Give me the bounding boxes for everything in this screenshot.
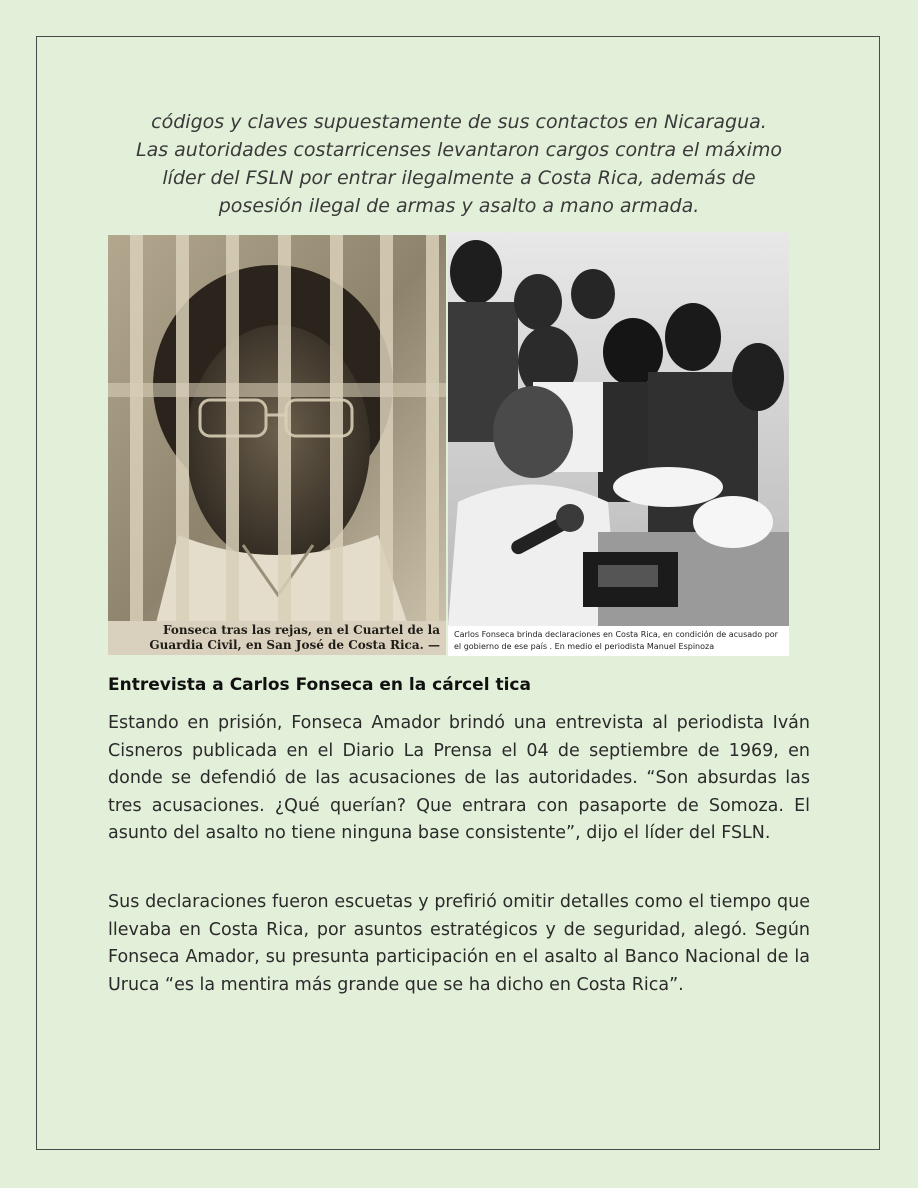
intro-caption-line: códigos y claves supuestamente de sus contactos en Nicaragua. [151,111,767,133]
intro-caption-line: Las autoridades costarricenses levantaron cargos contra el máximo [136,139,782,161]
photo-press-conference [448,232,789,656]
intro-caption [100,108,818,220]
body-paragraph: Estando en prisión, Fonseca Amador brindó una entrevista al periodista Iván Cisneros publicada en el Diario La Prensa el 04 de septiembre de 1969, en donde se defendió de las acusaciones de las autoridades. “Son absurdas las tres acusaciones. ¿Qué querían? Que entrara con pasaporte de Somoza. El asunto del asalto no tiene ninguna base consistente”, dijo el líder del FSLN. [108,713,810,843]
jail-photo-illustration [108,235,446,655]
intro-caption-line: posesión ilegal de armas y asalto a mano armada. [218,195,700,217]
section-heading: Entrevista a Carlos Fonseca en la cárcel tica [108,675,531,695]
press-photo-illustration [448,232,789,626]
photo-fonseca-behind-bars [108,235,446,655]
photo-caption: Fonseca tras las rejas, en el Cuartel de la Guardia Civil, en San José de Costa Rica. — [108,621,446,655]
photo-caption: Carlos Fonseca brinda declaraciones en Costa Rica, en condición de acusado por el gobierno de ese país . En medio el periodista Manuel Espinoza [448,626,789,656]
intro-caption-line: líder del FSLN por entrar ilegalmente a Costa Rica, además de [162,167,756,189]
body-paragraph: Sus declaraciones fueron escuetas y prefirió omitir detalles como el tiempo que llevaba en Costa Rica, por asuntos estratégicos y de seguridad, alegó. Según Fonseca Amador, su presunta participación en el asalto al Banco Nacional de la Uruca “es la mentira más grande que se ha dicho en Costa Rica”. [108,892,810,995]
